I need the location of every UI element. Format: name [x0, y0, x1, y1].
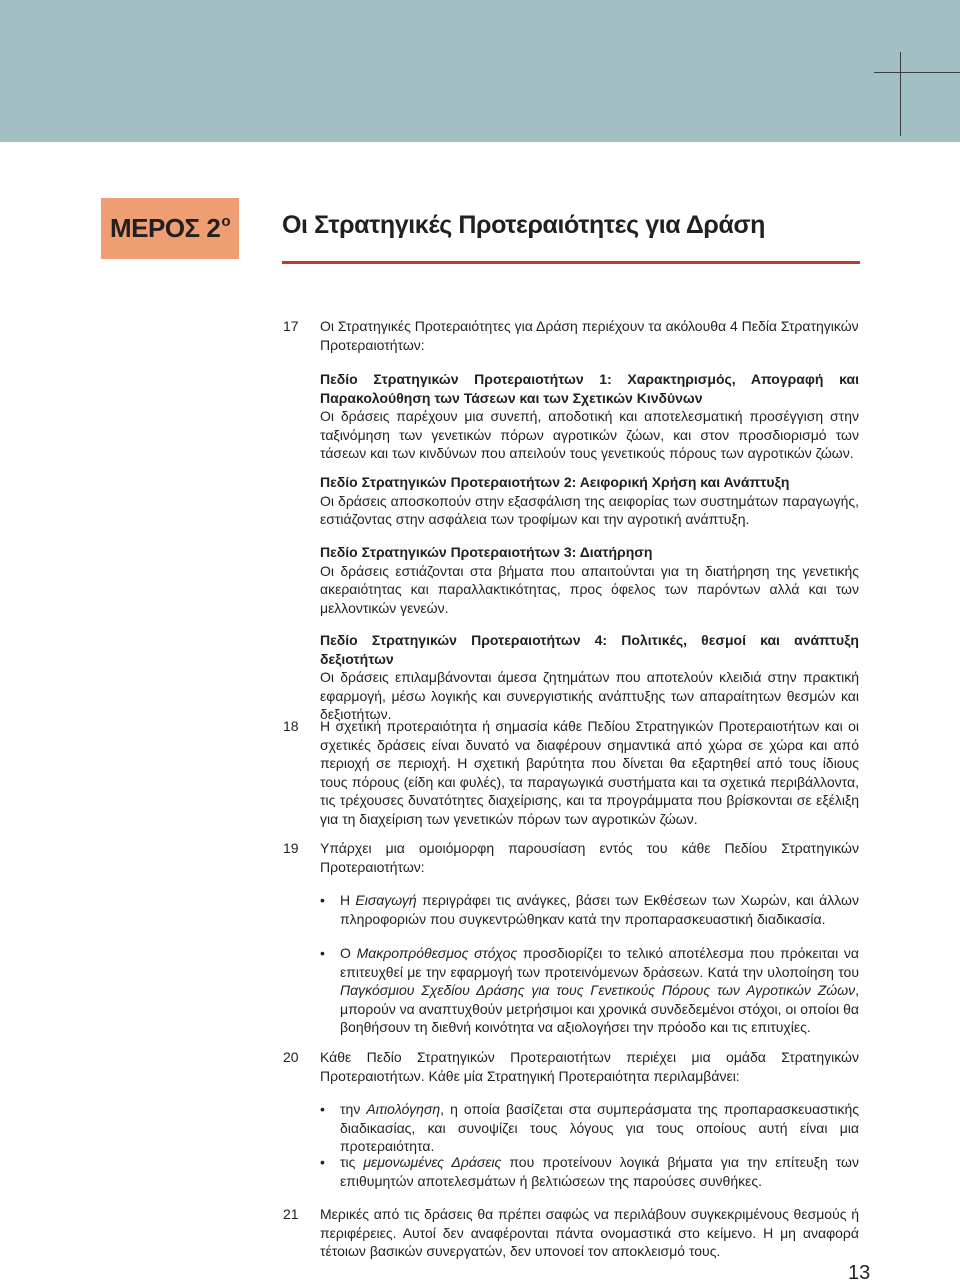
part-title: Οι Στρατηγικές Προτεραιότητες για Δράση — [282, 211, 766, 239]
paragraph-19-text: Υπάρχει μια ομοιόμορφη παρουσίαση εντός του κάθε Πεδίου Στρατηγικών Προτεραιοτήτων: — [320, 840, 859, 875]
crop-mark-vertical — [900, 52, 901, 136]
bullet-dot: • — [320, 1154, 325, 1170]
bullet-dot: • — [320, 1101, 325, 1117]
paragraph-18-text: Η σχετική προτεραιότητα ή σημασία κάθε Πεδίου Στρατηγικών Προτεραιοτήτων και οι σχετικές δράσεις είναι δυνατό να διαφέρουν σημαντικά από χώρα σε χώρα και από περιοχή σε περιοχή. Η σχετική βαρύτητα που δίνεται θα εξαρτηθεί από τους ίδιους τους πόρους (είδη και φυλές), τα παραγωγικά συστήματα και τα σχετικά περιβάλλοντα, τις τρέχουσες δυνατότητες διαχείρισης, και τα προγράμματα που βρίσκονται σε εξέλιξη για τη διαχείριση των γενετικών πόρων των αγροτικών ζώων. — [320, 718, 859, 827]
paragraph-21 — [320, 1205, 859, 1261]
paragraph-20-bullet-1 — [320, 1100, 859, 1156]
paragraph-number-21: 21 — [283, 1206, 299, 1222]
title-rule — [282, 261, 860, 264]
paragraph-18 — [320, 717, 859, 829]
priority-area-3-text: Οι δράσεις εστιάζονται στα βήματα που απαιτούνται για τη διατήρηση της γενετικής ακεραιότητας και παραλλακτικότητας, προς όφελος των παρόντων αλλά και των μελλοντικών γενεών. — [320, 562, 859, 616]
paragraph-17-intro-text: Οι Στρατηγικές Προτεραιότητες για Δράση περιέχουν τα ακόλουθα 4 Πεδία Στρατηγικών Προτεραιοτήτων: — [320, 318, 859, 353]
priority-area-2-text: Οι δράσεις αποσκοπούν στην εξασφάλιση της αειφορίας των συστημάτων παραγωγής, εστιάζοντας στην ασφάλεια των τροφίμων και την αγροτική ανάπτυξη. — [320, 492, 859, 528]
paragraph-number-19: 19 — [283, 840, 299, 856]
crop-mark-horizontal — [874, 72, 960, 73]
priority-area-3 — [320, 543, 859, 617]
paragraph-19 — [320, 839, 859, 876]
part-label: ΜΕΡΟΣ 2 — [109, 213, 221, 243]
priority-area-4-text: Οι δράσεις επιλαμβάνονται άμεσα ζητημάτων που αποτελούν κλειδιά στην πρακτική εφαρμογή, μέσω λογικής και συνεργιστικής ανάπτυξης των απαραίτητων θεσμών και δεξιοτήτων. — [320, 669, 859, 723]
priority-area-2 — [320, 473, 859, 529]
bullet-text: τις μεμονωμένες Δράσεις που προτείνουν λογικά βήματα για την επίτευξη των επιθυμητών αποτελεσμάτων ή βελτιώσεων της παρούσες συνθήκες. — [340, 1154, 859, 1189]
paragraph-20-bullet-2 — [320, 1153, 859, 1190]
bullet-text: Η Εισαγωγή περιγράφει τις ανάγκες, βάσει των Εκθέσεων των Χωρών, και άλλων πληροφοριών που συγκεντρώθηκαν κατά την προπαρασκευαστική διαδικασία. — [340, 892, 859, 927]
bullet-dot: • — [320, 945, 325, 961]
priority-area-3-title: Πεδίο Στρατηγικών Προτεραιοτήτων 3: Διατήρηση — [320, 544, 653, 560]
paragraph-19-bullet-2 — [320, 944, 859, 1037]
paragraph-21-text: Μερικές από τις δράσεις θα πρέπει σαφώς να περιλάβουν συγκεκριμένους θεσμούς ή περιφέρειες. Αυτοί δεν αναφέρονται πάντα ονομαστικά στο κείμενο. Η μη αναφορά τέτοιων βασικών συνεργατών, δεν υπονοεί τον αποκλεισμό τους. — [320, 1206, 859, 1260]
part-label-box — [101, 198, 239, 259]
bullet-text: Ο Μακροπρόθεσμος στόχος προσδιορίζει το τελικό αποτέλεσμα που πρόκειται να επιτευχθεί με την εφαρμογή των προτεινόμενων δράσεων. Κατά την υλοποίηση του Παγκόσμιου Σχεδίου Δράσης για τους Γενετικούς Πόρους των Αγροτικών Ζώων, μπορούν να αναπτυχθούν μετρήσιμοι και χρονικά συνδεδεμένοι στόχοι, οι οποίοι θα βοηθήσουν τη διεθνή κοινότητα να αξιολογήσει την πρόοδο και τις επιτυχίες. — [340, 945, 860, 1036]
paragraph-20-text: Κάθε Πεδίο Στρατηγικών Προτεραιοτήτων περιέχει μια ομάδα Στρατηγικών Προτεραιοτήτων. Κάθε μία Στρατηγική Προτεραιότητα περιλαμβάνει: — [320, 1049, 859, 1084]
priority-area-1-text: Οι δράσεις παρέχουν μια συνεπή, αποδοτική και αποτελεσματική προσέγγιση στην ταξινόμηση των γενετικών πόρων αγροτικών ζώων, και στον προσδιορισμό των τάσεων και των κινδύνων που απειλούν τους γενετικούς πόρους των αγροτικών ζώων. — [320, 408, 859, 462]
paragraph-number-17: 17 — [283, 318, 299, 334]
paragraph-number-18: 18 — [283, 718, 299, 734]
priority-area-2-title: Πεδίο Στρατηγικών Προτεραιοτήτων 2: Αειφορική Χρήση και Ανάπτυξη — [320, 474, 790, 490]
paragraph-19-bullet-1 — [320, 891, 859, 928]
bullet-dot: • — [320, 892, 325, 908]
priority-area-1-title: Πεδίο Στρατηγικών Προτεραιοτήτων 1: Χαρακτηρισμός, Απογραφή και Παρακολούθηση των Τάσεων και των Σχετικών Κινδύνων — [320, 371, 859, 406]
part-ordinal: ο — [221, 213, 231, 230]
paragraph-20 — [320, 1048, 859, 1085]
priority-area-4-title: Πεδίο Στρατηγικών Προτεραιοτήτων 4: Πολιτικές, θεσμοί και ανάπτυξη δεξιοτήτων — [320, 632, 859, 667]
top-color-band — [0, 0, 960, 142]
paragraph-number-20: 20 — [283, 1049, 299, 1065]
bullet-text: την Αιτιολόγηση, η οποία βασίζεται στα συμπεράσματα της προπαρασκευαστικής διαδικασίας, και συνοψίζει τους λόγους για τους οποίους αυτή είναι μια προτεραιότητα. — [340, 1101, 859, 1155]
priority-area-4 — [320, 631, 859, 724]
page-number: 13 — [848, 1262, 871, 1284]
priority-area-1 — [320, 370, 859, 463]
paragraph-17-intro — [320, 317, 859, 354]
